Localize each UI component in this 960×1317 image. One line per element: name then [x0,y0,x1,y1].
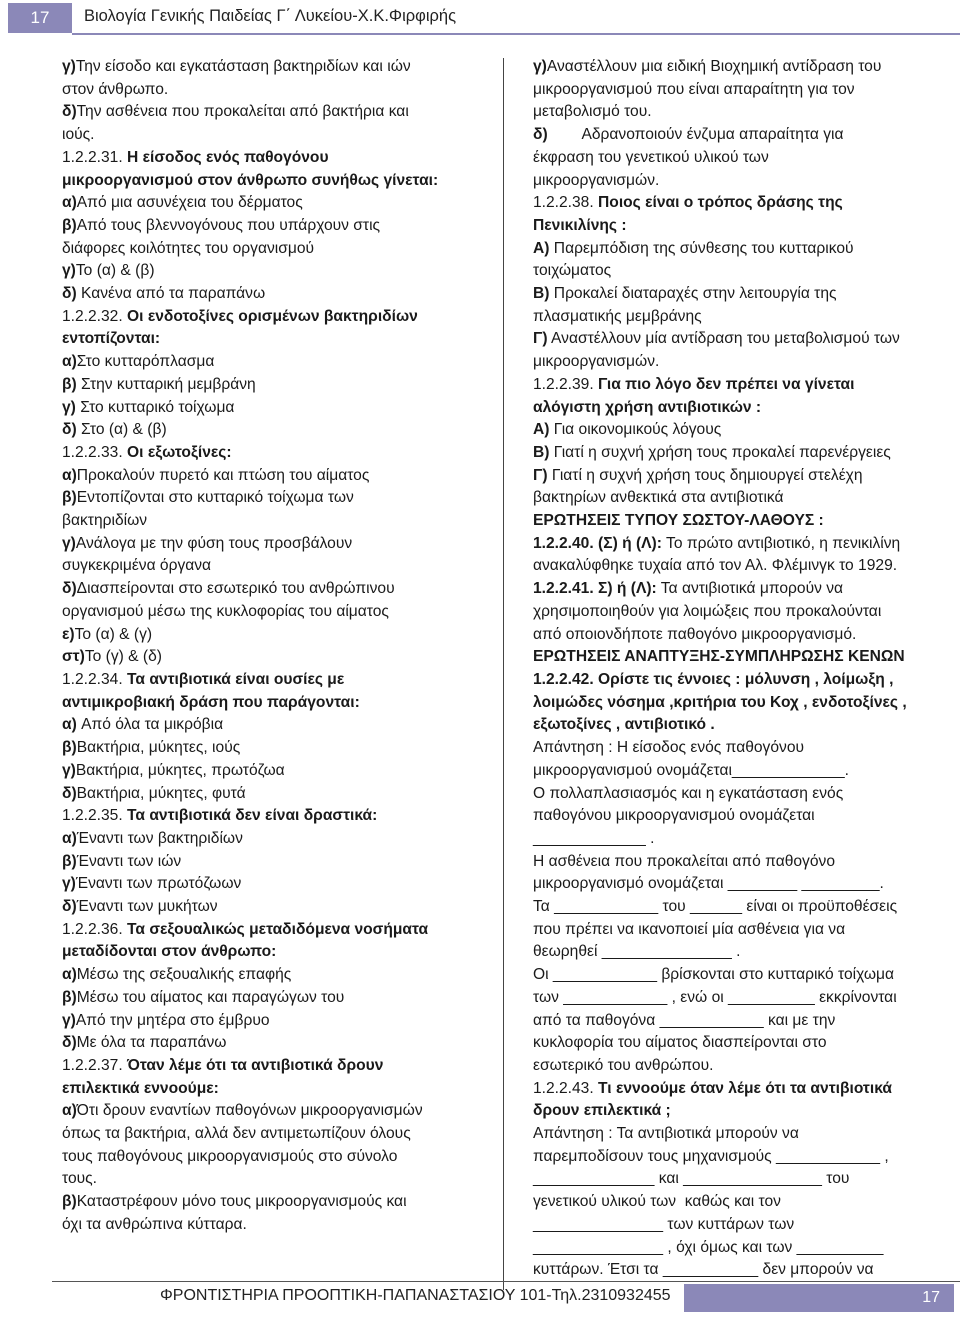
column-divider [503,58,504,1290]
text-segment: γ) [62,262,76,280]
text-segment: _______________ των κυττάρων των [533,1215,795,1233]
text-line [62,1123,482,1146]
text-segment: Τα αντιβιοτικά μπορούν να [656,580,844,598]
text-segment: παθογόνου μικροοργανισμού ονομάζεται [533,807,815,825]
text-segment: δ) [62,285,81,303]
text-segment: Έναντι των μυκήτων [76,898,218,916]
text-segment: Από όλα τα μικρόβια [81,716,224,734]
text-segment: 1.2.2.31. [62,148,128,166]
text-line [62,1191,482,1214]
text-line [533,215,948,238]
text-segment: Έναντι των πρωτόζωων [75,875,242,893]
text-line [62,238,482,261]
text-line [62,283,482,306]
text-segment: Απάντηση : Η είσοδος ενός παθογόνου [533,739,805,757]
text-segment: 1.2.2.32. [62,307,128,325]
text-segment: από τα παθογόνα ____________ και με την [533,1011,836,1029]
text-line [62,328,482,351]
text-segment: Στο (α) & (β) [80,421,167,439]
text-segment: 1.2.2.40. (Σ) ή (Λ): [533,534,662,552]
text-segment: δ) [62,103,77,121]
text-segment: α) [62,966,77,984]
text-segment: Καταστρέφουν μόνο τους μικροοργανισμούς και [76,1193,407,1211]
text-line [533,624,948,647]
text-line [533,964,948,987]
text-segment: Το πρώτο αντιβιοτικό, η πενικιλίνη [661,534,901,552]
text-line [533,1032,948,1055]
text-segment: δ) [533,126,548,144]
text-segment: Για πιο λόγο δεν πρέπει να γίνεται [598,375,855,393]
text-segment: Στην κυτταρική μεμβράνη [81,375,256,393]
text-segment: Τα σεξουαλικώς μεταδιδόμενα νοσήματα [127,920,429,938]
text-segment: Από τους βλεννογόνους που υπάρχουν στις [76,216,381,234]
text-line [533,1259,948,1282]
text-segment: όχι τα ανθρώπινα κύτταρα. [62,1215,247,1233]
text-segment: μεταβολισμό του. [533,103,652,121]
text-segment: Παρεμπόδιση της σύνθεσης του κυτταρικού [549,239,854,257]
text-segment: 1.2.2.43. [533,1079,599,1097]
text-segment: β) [62,852,77,870]
text-segment: εξωτοξίνες , αντιβιοτικό . [533,716,715,734]
text-line [62,919,482,942]
page-footer [0,1281,960,1317]
text-segment: ΕΡΩΤΗΣΕΙΣ ΤΥΠΟΥ ΣΩΣΤΟΥ-ΛΑΘΟΥΣ : [533,512,824,530]
text-line [533,669,948,692]
page-header [0,0,960,34]
text-segment: Οι εξωτοξίνες: [127,443,232,461]
text-segment: Οι ενδοτοξίνες ορισμένων βακτηριδίων [127,307,418,325]
text-line [533,170,948,193]
text-segment: τους. [62,1170,97,1188]
text-segment: εντοπίζονται: [62,330,161,348]
text-segment: γ) [533,58,547,75]
text-segment: Η ασθένεια που προκαλείται από παθογόνο [533,852,835,870]
text-line [62,669,482,692]
text-line [533,601,948,624]
text-segment: ______________ και ________________ του [533,1170,850,1188]
text-segment: β) [62,988,77,1006]
text-segment: β) [62,739,77,757]
text-line [62,397,482,420]
text-segment: μικροοργανισμού ονομάζεται_____________. [533,761,850,779]
text-line [533,555,948,578]
text-line [533,374,948,397]
text-line [62,1032,482,1055]
text-segment: _____________ . [533,829,655,847]
text-line [533,737,948,760]
text-segment: Προκαλούν πυρετό και πτώση του αίματος [76,466,370,484]
text-segment: δ) [62,1034,77,1052]
text-segment: Για οικονομικούς λόγους [549,421,722,439]
text-segment: α) [62,716,82,734]
text-segment: α) [62,194,77,212]
left-column [62,56,482,1237]
text-segment: 1.2.2.37. [62,1056,128,1074]
text-segment: Τα αντιβιοτικά δεν είναι δραστικά: [127,807,378,825]
text-segment: Γιατί η συχνή χρήση τους προκαλεί παρενέργειες [549,443,891,461]
text-segment: θεωρηθεί _______________ . [533,943,741,961]
text-segment: Γιατί η συχνή χρήση τους δημιουργεί στελέχη [547,466,863,484]
text-segment: _______________ , όχι όμως και των __________ [533,1238,884,1256]
text-line [533,1237,948,1260]
text-segment: 1.2.2.35. [62,807,128,825]
text-line [62,124,482,147]
header-rule [72,33,960,35]
text-line [533,442,948,465]
text-line [533,1168,948,1191]
text-segment: α) [62,466,77,484]
text-segment: βακτηρίων ανθεκτικά στα αντιβιοτικά [533,489,784,507]
text-line [62,941,482,964]
text-segment: τους παθογόνους μικροοργανισμούς στο σύνολο [62,1147,398,1165]
text-line [62,760,482,783]
text-segment: εσωτερικό του ανθρώπου. [533,1056,714,1074]
text-segment: Από μια ασυνέχεια του δέρματος [76,194,303,212]
text-line [533,328,948,351]
text-line [533,828,948,851]
text-line [533,919,948,942]
text-segment: Μέσω της σεξουαλικής επαφής [76,966,292,984]
text-segment: Βακτήρια, μύκητες, ιούς [76,739,241,757]
text-line [62,1168,482,1191]
text-line [533,1055,948,1078]
text-line [533,646,948,669]
text-segment: στον άνθρωπο. [62,80,169,98]
text-line [62,465,482,488]
text-line [62,1214,482,1237]
text-segment: των ____________ , ενώ οι __________ εκκρίνονται [533,988,897,1006]
text-segment: Έναντι των βακτηριδίων [76,829,243,847]
text-line [533,1010,948,1033]
text-line [533,873,948,896]
text-segment: Το (α) & (β) [75,262,155,280]
text-line [533,783,948,806]
text-segment: πλασματικής μεμβράνης [533,307,702,325]
text-segment: 1.2.2.39. [533,375,599,393]
text-segment: Β) [533,443,550,461]
text-segment: β) [62,216,77,234]
text-segment: Αναστέλλουν μία αντίδραση του μεταβολισμού των [547,330,900,348]
text-segment: αντιμικροβιακή δράση που παράγονται: [62,693,360,711]
text-segment: δ) [62,580,77,598]
text-segment: Στο κυτταρικό τοίχωμα [80,398,235,416]
text-segment: οργανισμού μέσω της κυκλοφορίας του αίματος [62,602,389,620]
text-segment: γ) [62,58,76,75]
text-segment: α) [62,353,77,371]
text-line [533,510,948,533]
text-line [533,419,948,442]
text-line [62,510,482,533]
text-line [533,397,948,420]
text-segment: ιούς. [62,126,95,144]
text-segment: επιλεκτικά εννοούμε: [62,1079,219,1097]
text-segment: χρησιμοποιηθούν για λοιμώξεις που προκαλούνται [533,602,882,620]
text-line [533,306,948,329]
text-line [62,805,482,828]
text-segment: Τα ____________ του ______ είναι οι προϋποθέσεις [533,898,898,916]
text-line [62,578,482,601]
text-line [533,192,948,215]
text-segment: Έναντι των ιών [76,852,182,870]
text-segment: γ) [62,875,76,893]
footer-rule [52,1281,960,1282]
text-line [533,896,948,919]
text-line [62,646,482,669]
text-line [533,56,948,79]
text-segment: Β) [533,285,550,303]
text-line [62,1055,482,1078]
text-line [62,987,482,1010]
text-segment: γ) [62,534,76,552]
text-line [533,147,948,170]
text-segment: όπως τα βακτήρια, αλλά δεν αντιμετωπίζουν όλους [62,1125,411,1143]
text-line [62,783,482,806]
text-line [62,56,482,79]
text-segment: Βακτήρια, μύκητες, πρωτόζωα [75,761,285,779]
text-line [62,101,482,124]
text-line [533,1078,948,1101]
text-segment: Ποιος είναι ο τρόπος δράσης της [598,194,843,212]
text-line [62,374,482,397]
text-line [533,101,948,124]
text-segment: παρεμποδίσουν τους μηχανισμούς ____________ , [533,1147,889,1165]
text-line [533,760,948,783]
text-line [533,805,948,828]
text-segment: β) [62,489,77,507]
text-line [62,624,482,647]
text-segment: 1.2.2.38. [533,194,599,212]
text-segment: Την ασθένεια που προκαλείται από βακτήρια και [76,103,409,121]
text-line [533,1191,948,1214]
text-segment: Ο πολλαπλασιασμός και η εγκατάσταση ενός [533,784,844,802]
text-line [533,1123,948,1146]
text-segment: δ) [62,898,77,916]
text-segment: α) [62,829,77,847]
text-segment: Βακτήρια, μύκητες, φυτά [76,784,246,802]
text-line [533,851,948,874]
text-segment: 1.2.2.42. Ορίστε τις έννοιες : μόλυνση , λοίμωξη , [533,670,894,688]
text-segment: Γ) [533,330,548,348]
text-segment: τοιχώματος [533,262,612,280]
text-line [533,1214,948,1237]
text-line [533,124,948,147]
text-line [533,351,948,374]
text-segment: μικροοργανισμού που είναι απαραίτητη για τον [533,80,855,98]
text-segment: Κανένα από τα παραπάνω [80,285,266,303]
text-segment: από οποιονδήποτε παθογόνο μικροοργανισμό. [533,625,857,643]
header-title: Βιολογία Γενικής Παιδείας Γ΄ Λυκείου-Χ.Κ.Φιρφιρής [84,7,457,25]
text-segment: Ανάλογα με την φύση τους προσβάλουν [75,534,353,552]
text-segment: γ) [62,398,81,416]
text-line [62,1078,482,1101]
text-segment: Ότι δρουν εναντίων παθογόνων μικροοργανισμών [76,1102,423,1120]
text-line [62,306,482,329]
text-segment: β) [62,375,82,393]
text-line [62,964,482,987]
text-line [62,828,482,851]
right-column [533,56,948,1282]
text-segment: Οι ____________ βρίσκονται στο κυτταρικό τοίχωμα [533,966,895,984]
text-line [62,215,482,238]
text-segment: Η είσοδος ενός παθογόνου [127,148,329,166]
text-line [533,533,948,556]
text-line [62,442,482,465]
text-segment: μεταδίδονται στον άνθρωπο: [62,943,277,961]
text-segment: γ) [62,761,76,779]
text-line [533,487,948,510]
text-line [62,601,482,624]
text-line [62,147,482,170]
text-line [533,941,948,964]
text-segment: Το (γ) & (δ) [84,648,162,666]
footer-page-number: 17 [684,1284,954,1312]
text-line [62,737,482,760]
text-segment: ε) [62,625,75,643]
text-segment: Όταν λέμε ότι τα αντιβιοτικά δρουν [127,1056,384,1074]
text-segment: Α) [533,239,550,257]
text-segment: Εντοπίζονται στο κυτταρικό τοίχωμα των [76,489,354,507]
text-segment: Τα αντιβιοτικά είναι ουσίες με [127,670,345,688]
text-segment: Πενικιλίνης : [533,216,627,234]
text-segment: Το (α) & (γ) [74,625,153,643]
text-line [533,1146,948,1169]
text-segment: Προκαλεί διαταραχές στην λειτουργία της [549,285,837,303]
text-segment: Διασπείρονται στο εσωτερικό του ανθρώπινου [76,580,395,598]
text-segment: Την είσοδο και εγκατάσταση βακτηριδίων και ιών [75,58,411,75]
text-segment: λοιμώδες νόσημα ,κριτήρια του Κοχ , ενδοτοξίνες , [533,693,907,711]
text-line [533,714,948,737]
text-line [533,465,948,488]
text-line [533,692,948,715]
text-line [533,79,948,102]
header-page-number: 17 [8,3,72,33]
text-segment: 1.2.2.34. [62,670,128,688]
text-segment: μικροοργανισμών. [533,171,660,189]
text-segment: Στο κυτταρόπλασμα [76,353,215,371]
text-line [62,192,482,215]
text-segment: μικροοργανισμού στον άνθρωπο συνήθως γίνεται: [62,171,439,189]
text-segment: συγκεκριμένα όργανα [62,557,212,575]
text-line [62,692,482,715]
text-line [62,419,482,442]
text-segment: Απάντηση : Τα αντιβιοτικά μπορούν να [533,1125,799,1143]
text-segment: γ) [62,1011,76,1029]
text-segment: 1.2.2.33. [62,443,128,461]
text-segment: δρουν επιλεκτικά ; [533,1102,671,1120]
text-segment: ανακαλύφθηκε τυχαία από τον Αλ. Φλέμινγκ το 1929. [533,557,898,575]
text-segment: Τι εννοούμε όταν λέμε ότι τα αντιβιοτικά [598,1079,892,1097]
text-line [62,79,482,102]
text-segment: στ) [62,648,85,666]
text-segment: Μέσω του αίματος και παραγώγων του [76,988,345,1006]
text-segment: 1.2.2.36. [62,920,128,938]
text-line [533,578,948,601]
text-line [62,1146,482,1169]
text-segment: γενετικού υλικού των καθώς και τον [533,1193,781,1211]
text-segment: έκφραση του γενετικού υλικού των [533,148,769,166]
text-line [62,896,482,919]
text-line [533,238,948,261]
text-line [62,487,482,510]
text-line [533,987,948,1010]
text-line [62,170,482,193]
text-segment: μικροοργανισμών. [533,353,660,371]
text-segment: Αδρανοποιούν ένζυμα απαραίτητα για [547,126,844,144]
text-segment: Α) [533,421,550,439]
text-line [533,1100,948,1123]
text-segment: Αναστέλλουν μια ειδική Βιοχημική αντίδραση του [546,58,882,75]
text-line [62,351,482,374]
text-segment: διάφορες κοιλότητες του οργανισμού [62,239,315,257]
text-line [533,260,948,283]
text-segment: δ) [62,784,77,802]
text-line [533,283,948,306]
text-segment: κυκλοφορία του αίματος διασπείρονται στο [533,1034,827,1052]
text-segment: Γ) [533,466,548,484]
text-segment: βακτηριδίων [62,512,148,530]
text-segment: που πρέπει να ικανοποιεί μία ασθένεια για να [533,920,846,938]
text-line [62,260,482,283]
text-line [62,1010,482,1033]
text-line [62,851,482,874]
text-segment: Από την μητέρα στο έμβρυο [75,1011,270,1029]
text-segment: κυττάρων. Έτσι τα ___________ δεν μπορούν να [533,1261,874,1279]
footer-text: ΦΡΟΝΤΙΣΤΗΡΙΑ ΠΡΟΟΠΤΙΚΗ-ΠΑΠΑΝΑΣΤΑΣΙΟΥ 101-Τηλ.2310932455 [160,1287,671,1304]
text-segment: αλόγιστη χρήση αντιβιοτικών : [533,398,762,416]
text-segment: β) [62,1193,77,1211]
text-segment: Με όλα τα παραπάνω [76,1034,227,1052]
text-line [62,1100,482,1123]
text-segment: δ) [62,421,81,439]
text-line [62,555,482,578]
text-segment: ΕΡΩΤΗΣΕΙΣ ΑΝΑΠΤΥΞΗΣ-ΣΥΜΠΛΗΡΩΣΗΣ ΚΕΝΩΝ [533,648,905,666]
text-segment: α) [62,1102,77,1120]
text-line [62,533,482,556]
text-line [62,873,482,896]
text-segment: μικροοργανισμό ονομάζεται ________ _________. [533,875,884,893]
text-line [62,714,482,737]
text-segment: 1.2.2.41. Σ) ή (Λ): [533,580,657,598]
